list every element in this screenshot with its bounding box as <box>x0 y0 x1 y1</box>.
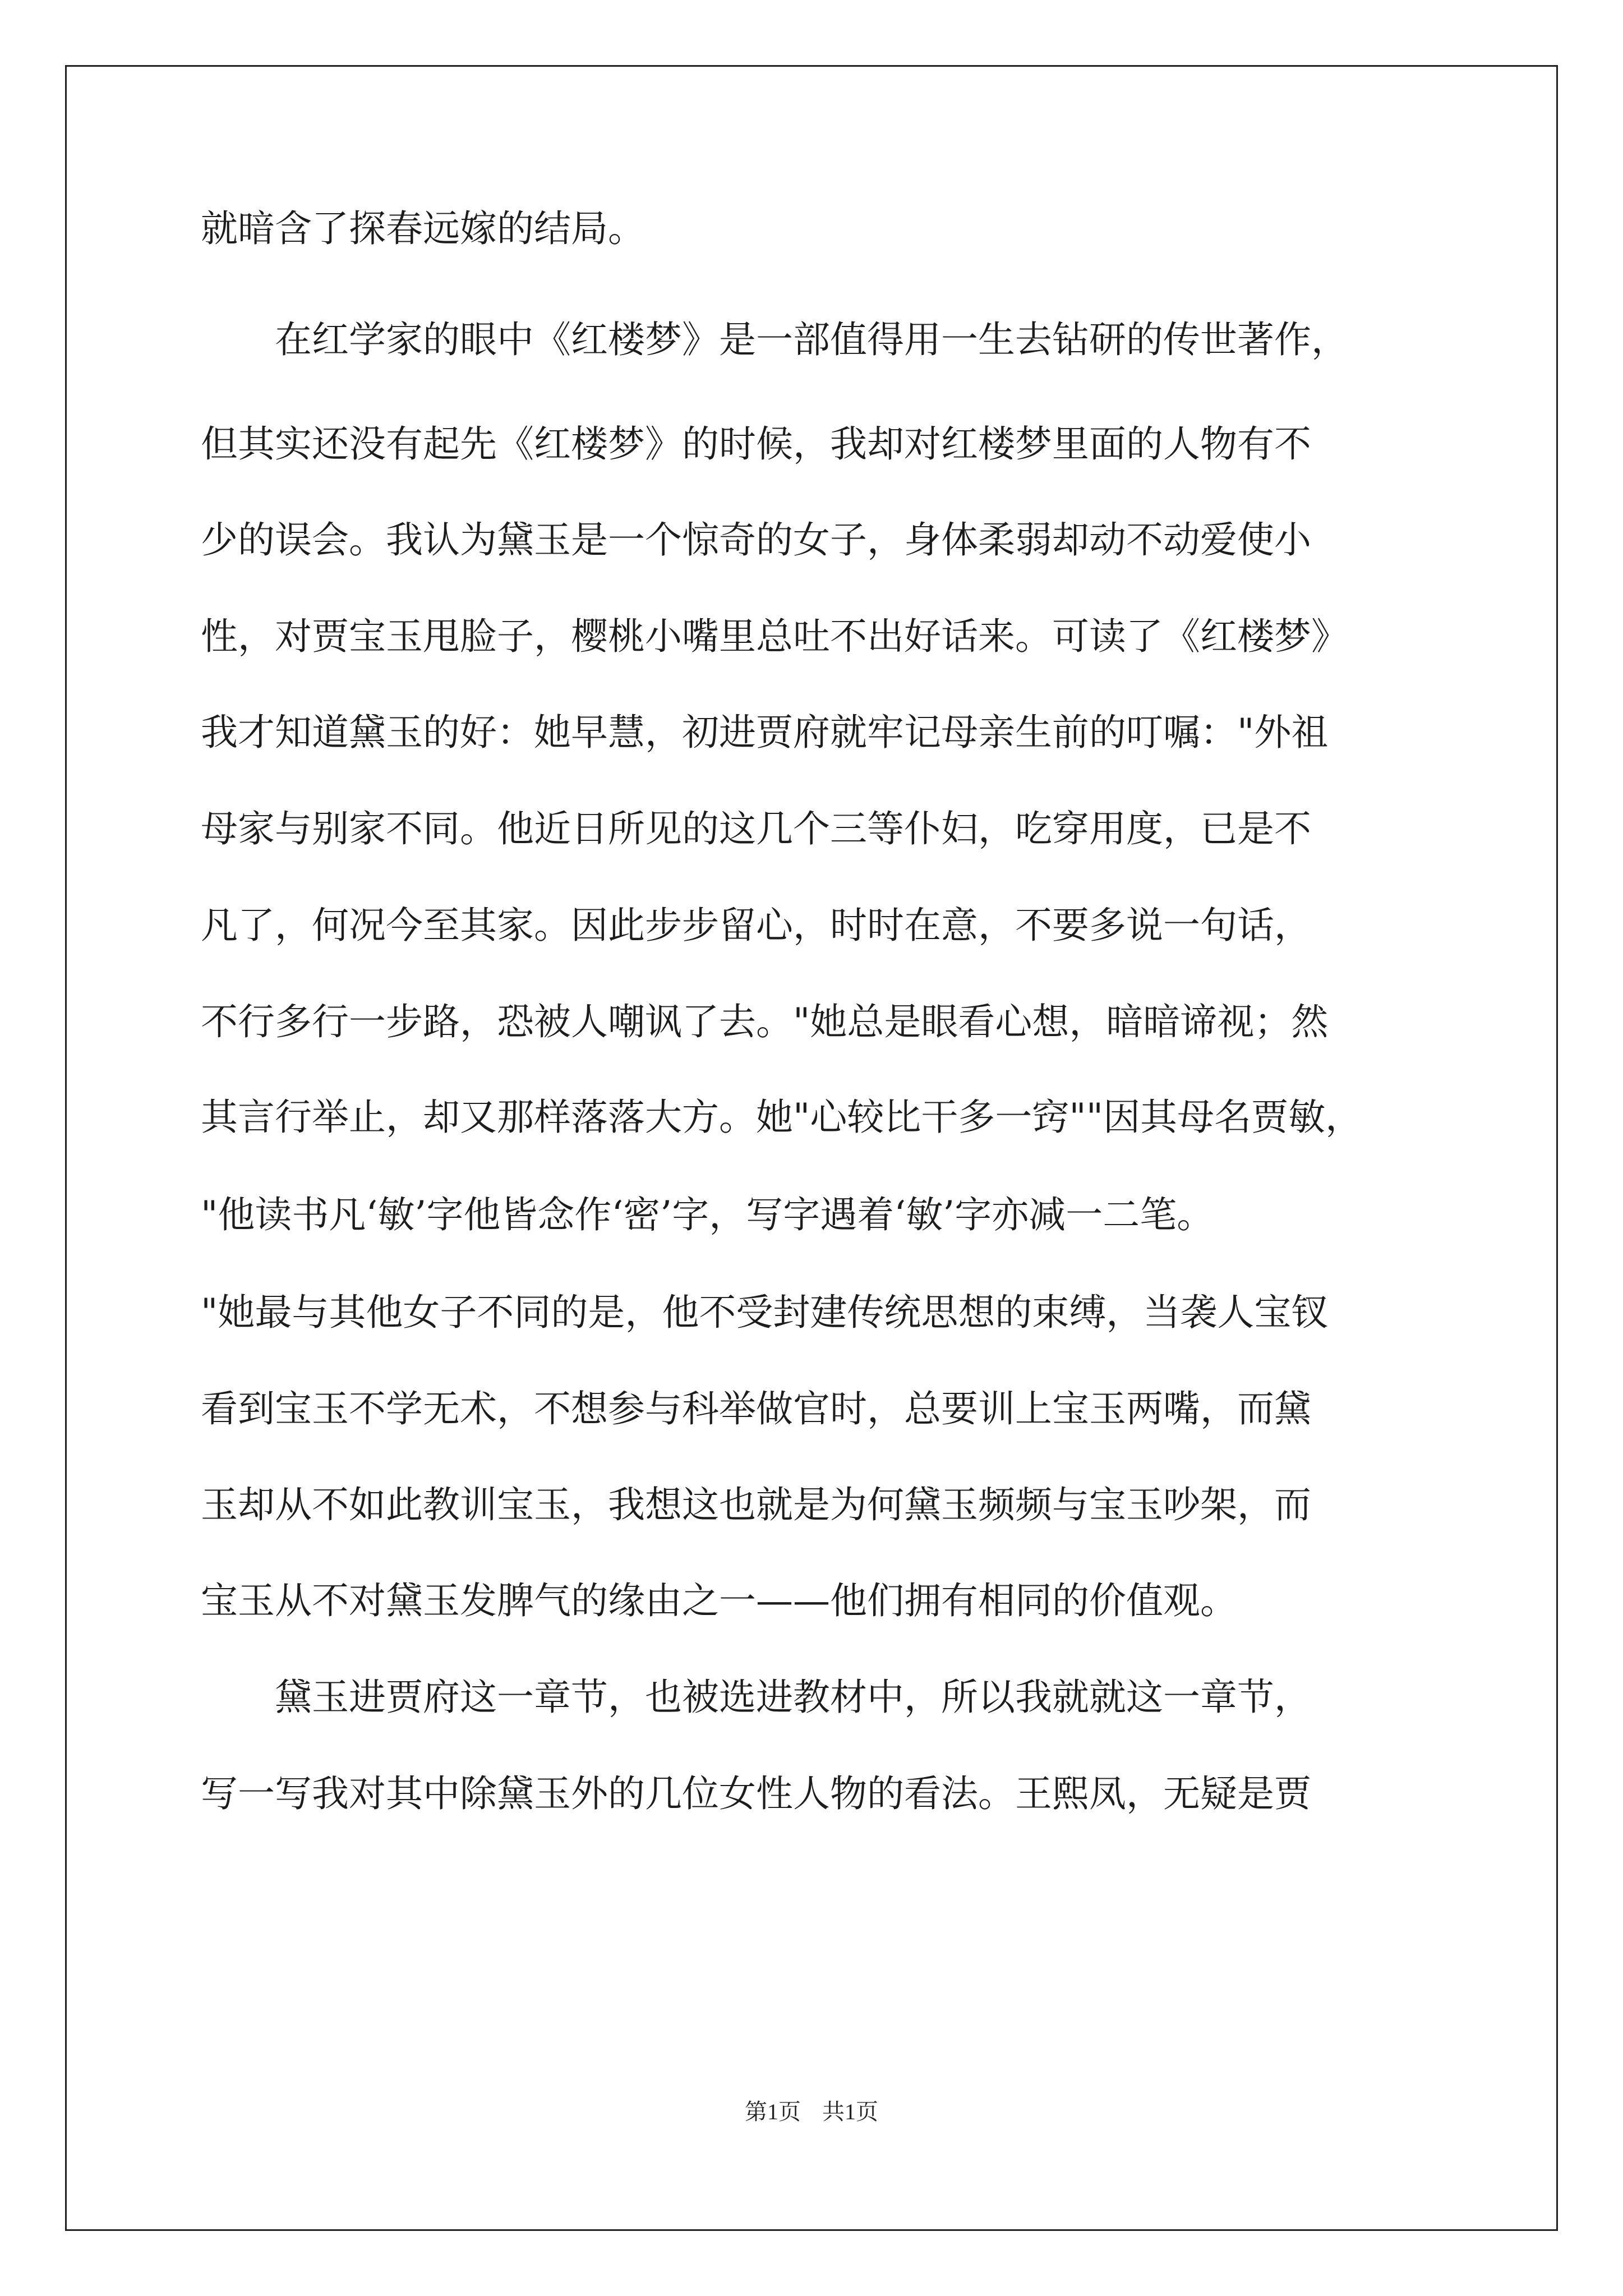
text-line: 黛玉进贾府这一章节，也被选进教材中，所以我就就这一章节， <box>201 1676 1311 1719</box>
text-line: 性，对贾宝玉甩脸子，樱桃小嘴里总吐不出好话来。可读了《红楼梦》 <box>201 615 1348 658</box>
text-line: 不行多行一步路，恐被人嘲讽了去。"她总是眼看心想，暗暗谛视；然 <box>201 1000 1329 1043</box>
text-line: "他读书凡‘敏’字他皆念作‘密’字，写字遇着‘敏’字亦减一二笔。 <box>201 1193 1214 1236</box>
text-line: 在红学家的眼中《红楼梦》是一部值得用一生去钻研的传世著作， <box>201 318 1348 361</box>
page-total: 共1页 <box>822 2099 878 2124</box>
page-footer <box>0 2094 1623 2126</box>
text-line: 写一写我对其中除黛玉外的几位女性人物的看法。王熙凤，无疑是贾 <box>201 1772 1311 1815</box>
text-line: 其言行举止，却又那样落落大方。她"心较比干多一窍""因其母名贾敏， <box>201 1096 1363 1139</box>
text-line: "她最与其他女子不同的是，他不受封建传统思想的束缚，当袭人宝钗 <box>201 1291 1329 1334</box>
text-line: 我才知道黛玉的好：她早慧，初进贾府就牢记母亲生前的叮嘱："外祖 <box>201 711 1329 754</box>
text-line: 玉却从不如此教训宝玉，我想这也就是为何黛玉频频与宝玉吵架，而 <box>201 1483 1311 1526</box>
text-line: 但其实还没有起先《红楼梦》的时候，我却对红楼梦里面的人物有不 <box>201 422 1311 466</box>
text-line: 少的误会。我认为黛玉是一个惊奇的女子，身体柔弱却动不动爱使小 <box>201 518 1311 562</box>
text-line: 就暗含了探春远嫁的结局。 <box>201 207 645 250</box>
text-line: 母家与别家不同。他近日所见的这几个三等仆妇，吃穿用度，已是不 <box>201 807 1311 850</box>
text-line: 凡了，何况今至其家。因此步步留心，时时在意，不要多说一句话， <box>201 904 1311 947</box>
text-line: 看到宝玉不学无术，不想参与科举做官时，总要训上宝玉两嘴，而黛 <box>201 1387 1311 1430</box>
text-line: 宝玉从不对黛玉发脾气的缘由之一——他们拥有相同的价值观。 <box>201 1579 1237 1622</box>
page-border <box>65 65 1558 2231</box>
page-number: 第1页 <box>745 2099 801 2124</box>
